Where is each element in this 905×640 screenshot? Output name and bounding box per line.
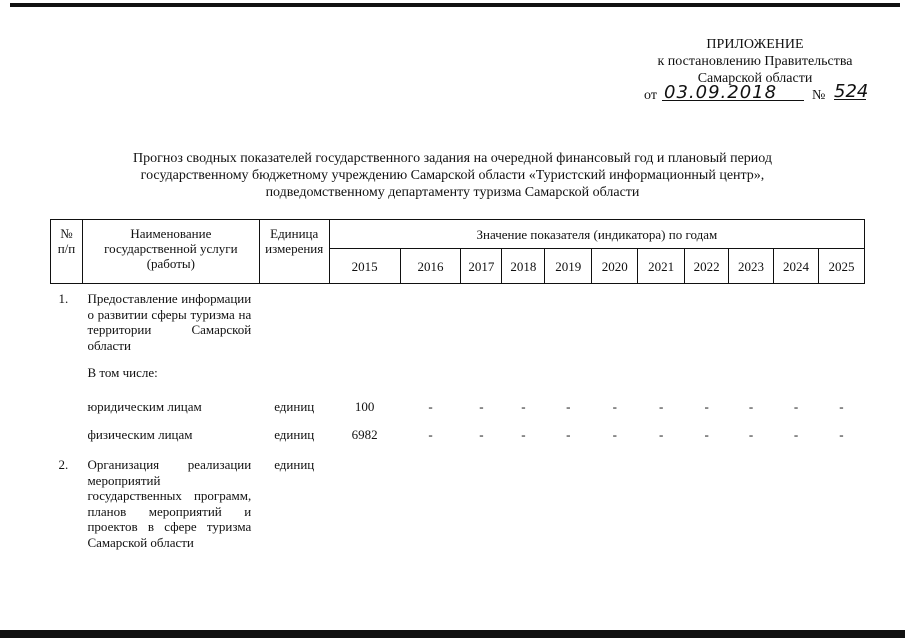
value-2015: 100 (354, 399, 375, 414)
subheading: В том числе: (87, 365, 158, 380)
table-row (51, 284, 865, 354)
col-header-name (82, 220, 259, 284)
title-line-3: подведомственному департаменту туризма Самарской области (265, 185, 640, 200)
table-row (51, 353, 865, 393)
year-header: 2019 (545, 249, 592, 284)
appendix-title: ПРИЛОЖЕНИЕ (706, 37, 804, 52)
year-header: 2018 (502, 249, 545, 284)
dash-value: - (479, 399, 484, 414)
col-unit-line-2: измерения (265, 241, 324, 256)
table-header-row (51, 220, 865, 249)
indicators-table (50, 219, 865, 550)
title-line-2: государственному бюджетному учреждению Самарской области «Туристский информационный центр», (140, 168, 765, 183)
table-row (51, 393, 865, 421)
dash-value: - (839, 399, 844, 414)
handwritten-date: 03.09.2018 (662, 82, 804, 101)
dash-value: - (428, 427, 433, 442)
dash-value: - (659, 399, 664, 414)
scan-border-top (10, 3, 900, 7)
number-sign: № (812, 88, 826, 103)
year-header: 2020 (592, 249, 638, 284)
service-name: Предоставление информации о развитии сферы туризма на территории Самарской области (87, 291, 252, 353)
col-header-values: Значение показателя (индикатора) по годам (329, 220, 864, 249)
col-header-num (51, 220, 83, 284)
year-header: 2015 (329, 249, 400, 284)
year-header: 2021 (638, 249, 685, 284)
year-header: 2016 (400, 249, 461, 284)
dash-value: - (839, 427, 844, 442)
col-name-line-1: Наименование (130, 226, 212, 241)
dash-value: - (566, 427, 571, 442)
row-number: 2. (58, 457, 69, 472)
dash-value: - (748, 399, 754, 414)
resolution-date-line (644, 81, 874, 106)
value-2015: 6982 (351, 427, 378, 442)
document-title (40, 150, 865, 201)
table-row (51, 449, 865, 550)
title-line-1: Прогноз сводных показателей государственного задания на очередной финансовый год и плановый период (132, 151, 773, 166)
approval-header (630, 36, 880, 87)
dash-value: - (521, 399, 526, 414)
col-name-line-3: (работы) (146, 256, 195, 271)
col-unit-line-1: Единица (270, 226, 319, 241)
date-prefix: от (644, 88, 657, 103)
scan-border-bottom (0, 630, 905, 638)
appendix-line-2: к постановлению Правительства (657, 54, 853, 69)
appendix-line-3: Самарской области (697, 71, 813, 86)
dash-value: - (521, 427, 526, 442)
year-header: 2024 (774, 249, 819, 284)
col-num-line-1: № (60, 226, 73, 241)
dash-value: - (704, 427, 709, 442)
table-row (51, 421, 865, 449)
year-header: 2023 (729, 249, 774, 284)
dash-value: - (479, 427, 484, 442)
year-header: 2022 (685, 249, 729, 284)
row-number: 1. (58, 291, 69, 306)
service-name: Организация реализации мероприятий государственных программ, планов мероприятий и проектов в сфере туризма Самарской области (87, 457, 252, 550)
handwritten-number: 524 (834, 81, 869, 102)
dash-value: - (748, 427, 754, 442)
unit-cell: единиц (274, 457, 315, 472)
sub-row-name: юридическим лицам (87, 399, 202, 414)
dash-value: - (428, 399, 433, 414)
col-num-line-2: п/п (57, 241, 76, 256)
year-header: 2025 (818, 249, 864, 284)
dash-value: - (659, 427, 664, 442)
dash-value: - (704, 399, 709, 414)
dash-value: - (612, 399, 617, 414)
dash-value: - (612, 427, 617, 442)
dash-value: - (566, 399, 571, 414)
col-name-line-2: государственной услуги (104, 241, 238, 256)
dash-value: - (793, 427, 799, 442)
year-header: 2017 (461, 249, 502, 284)
unit-cell: единиц (274, 399, 315, 414)
unit-cell: единиц (274, 427, 315, 442)
sub-row-name: физическим лицам (87, 427, 193, 442)
col-header-unit (259, 220, 329, 284)
dash-value: - (793, 399, 799, 414)
